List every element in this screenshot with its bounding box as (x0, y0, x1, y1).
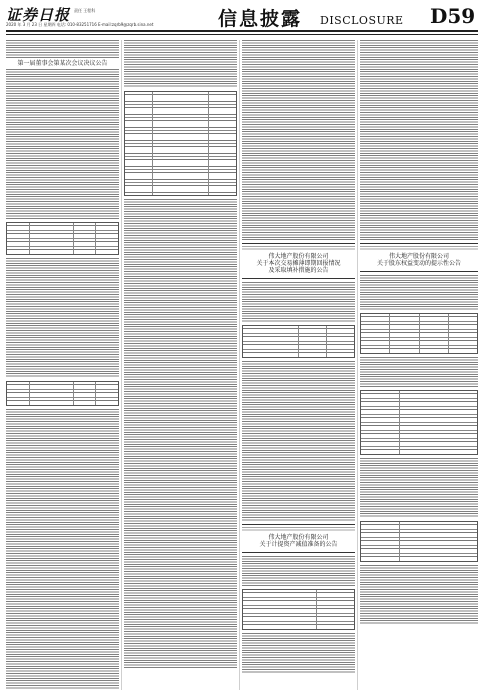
dateline: 2020 年 3 月 23 日 星期四 电话: 010-83251716 E-mail:zqrb9@zqrb.sina.net (6, 22, 154, 27)
data-table (360, 521, 478, 562)
text-block (242, 556, 355, 586)
editor-credit: 责任 王程科 (74, 8, 96, 13)
data-table (360, 390, 478, 455)
text-block (6, 40, 119, 58)
text-block (124, 40, 237, 88)
data-table (6, 381, 119, 406)
text-block (124, 199, 237, 669)
column-1 (6, 40, 119, 690)
data-table (124, 91, 237, 196)
column-divider (239, 40, 240, 690)
data-table (360, 313, 478, 354)
masthead-rule (6, 30, 478, 32)
text-block (360, 565, 478, 625)
article-header (360, 243, 478, 272)
newspaper-logo: 证券日报 (6, 6, 71, 24)
column-4 (360, 40, 478, 690)
text-block (242, 282, 355, 322)
article-header (242, 243, 355, 279)
stock-code-line (242, 527, 355, 532)
stock-code-line (242, 246, 355, 251)
article-headline: 第一届董事会第某次会议决议公告 (17, 60, 108, 67)
text-block (242, 40, 355, 240)
text-block (242, 361, 355, 521)
column-2 (124, 40, 237, 690)
text-block (360, 40, 478, 240)
masthead-rule-thin (6, 34, 478, 35)
article-headline: 伟大地产股份有限公司 关于股东权益变动的提示性公告 (376, 253, 461, 267)
data-table (242, 325, 355, 358)
text-block (360, 357, 478, 387)
page-number: D59 (430, 4, 476, 28)
section-title: 信息披露 (218, 8, 303, 30)
text-block (360, 275, 478, 310)
text-block (242, 633, 355, 673)
text-block (6, 69, 119, 219)
column-3 (242, 40, 355, 690)
text-block (6, 409, 119, 690)
section-title-en: DISCLOSURE (320, 14, 404, 27)
column-divider (121, 40, 122, 690)
data-table (6, 222, 119, 255)
data-table (242, 589, 355, 630)
text-block (6, 258, 119, 378)
article-header (242, 524, 355, 553)
article-headline: 伟大地产股份有限公司 关于本次交易摊薄即期回报情况 及采取填补措施的公告 (256, 253, 341, 274)
stock-code-line (360, 246, 478, 251)
text-block (360, 458, 478, 518)
column-divider (357, 40, 358, 690)
article-headline: 伟大地产股份有限公司 关于计提资产减值准备的公告 (259, 534, 338, 548)
